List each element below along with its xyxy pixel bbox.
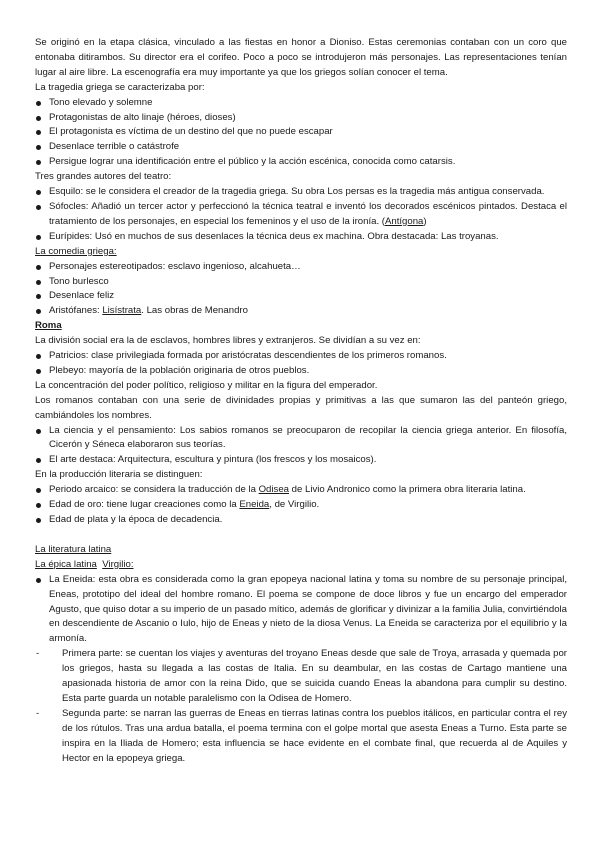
- intro-paragraph: Se originó en la etapa clásica, vinculado a las fiestas en honor a Dioniso. Estas ceremonias contaban con un coro que entonaba ditirambos. Su director era el corifeo. Poco a poco se introdujeron más personajes. Las representaciones tenían lugar al aire libre. La escenografía era muy importante ya que los griegos solían conocer el tema.: [35, 37, 567, 78]
- aristofanes-post: . Las obras de Menandro: [141, 305, 248, 317]
- comedia-heading: La comedia griega:: [35, 245, 117, 257]
- list-item: El arte destaca: Arquitectura, escultura y pintura (los frescos y los mosaicos).: [35, 453, 567, 468]
- oro-obra: Eneida: [239, 499, 270, 511]
- roma-heading: Roma: [35, 320, 62, 332]
- list-item: Plebeyo: mayoría de la población originaria de otros pueblos.: [35, 364, 567, 379]
- arcaico-post: de Livio Andronico como la primera obra literaria latina.: [289, 484, 526, 496]
- epica-line: [35, 558, 567, 573]
- epica-heading: La épica latina: [35, 558, 97, 570]
- roma-poder: La concentración del poder político, religioso y militar en la figura del emperador.: [35, 379, 378, 391]
- autor-euripides: Eurípides: Usó en muchos de sus desenlaces la técnica deus ex machina. Obra destacada: Las troyanas.: [35, 230, 567, 245]
- list-item: La ciencia y el pensamiento: Los sabios romanos se preocuparon de recopilar la ciencia griega anterior. En filosofía, Cicerón y Séneca elaboraron sus teorías.: [35, 424, 567, 454]
- eneida-item: La Eneida: esta obra es considerada como la gran epopeya nacional latina y toma su nombre de su personaje principal, Eneas, prototipo del ideal del hombre romano. El poema se compone de doce libros y fue un encargo del emperador Agusto, que quiso dotar a su imperio de un pasado mítico, además de glorificar y divinizar a la familia Julia, convirtiéndola en descendiente de Ascanio o Iulo, hijo de Eneas y nieto de la diosa Venus. La Eneida se caracteriza por el equilibrio y la armonía.: [35, 573, 567, 648]
- aristofanes-pre: Aristófanes:: [49, 305, 103, 317]
- parte-item: - Segunda parte: se narran las guerras de Eneas en tierras latinas contra los pueblos itálicos, en particular contra el rey de los rútulos. Tras una ardua batalla, el poema termina con el golpe mortal que asesta Eneas a Turno. Esta parte se inspira en la Iliada de Homero; esta influencia se hace evidente en el combate final, que recuerda al de Aquiles y Hector en la epopeya griega.: [35, 707, 567, 767]
- autor-esquilo: Esquilo: se le considera el creador de la tragedia griega. Su obra Los persas es la tragedia más antigua conservada.: [35, 185, 567, 200]
- list-item: Tono burlesco: [35, 275, 567, 290]
- list-item: El protagonista es víctima de un destino del que no puede escapar: [35, 125, 567, 140]
- list-item: Personajes estereotipados: esclavo ingenioso, alcahueta…: [35, 260, 567, 275]
- tragedia-lead: La tragedia griega se caracterizaba por:: [35, 81, 205, 93]
- roma-produccion: En la producción literaria se distinguen:: [35, 469, 203, 481]
- roma-dioses: Los romanos contaban con una serie de divinidades propias y primitivas a las que sumaron las del panteón griego, cambiándoles los nombres.: [35, 394, 567, 421]
- literatura-heading: La literatura latina: [35, 543, 112, 555]
- sofocles-obra: Antígona: [384, 215, 424, 227]
- arcaico-pre: Periodo arcaico: se considera la traducción de la: [49, 484, 259, 496]
- roma-cultura-list: [35, 424, 567, 469]
- oro-post: , de Virgilio.: [269, 499, 320, 511]
- parte-item: - Primera parte: se cuentan los viajes y aventuras del troyano Eneas desde que sale de Troya, arrasada y quemada por los griegos, hasta su llegada a las costas de Italia. En su deambular, en las costas de Cartago mantiene una apasionada historia de amor con la reina Dido, que se suicida cuando Eneas la abandona para cumplir su destino. Esta parte guarda un notable paralelismo con la Odisea de Homero.: [35, 647, 567, 707]
- sofocles-end: ): [423, 215, 427, 227]
- tragedia-list: [35, 96, 567, 171]
- autor-aristofanes: [35, 304, 567, 319]
- autores-list: [35, 185, 567, 245]
- comedia-list: [35, 260, 567, 320]
- sofocles-text: Sófocles: Añadió un tercer actor y perfeccionó la técnica teatral e inventó los decorados escénicos pintados. Destaca el tratamiento de los personajes, en especial los femeninos y el uso de la ironía. (: [49, 200, 567, 227]
- oro-pre: Edad de oro: tiene lugar creaciones como la: [49, 499, 240, 511]
- eneida-list: [35, 573, 567, 648]
- roma-periodos-list: [35, 483, 567, 528]
- periodo-plata: Edad de plata y la época de decadencia.: [35, 513, 567, 528]
- spacer: [35, 528, 567, 543]
- partes-list: [35, 647, 567, 766]
- autor-sofocles: [35, 200, 567, 230]
- document-body: [35, 36, 567, 767]
- list-item: Protagonistas de alto linaje (héroes, dioses): [35, 111, 567, 126]
- list-item: Desenlace terrible o catástrofe: [35, 140, 567, 155]
- list-item: Patricios: clase privilegiada formada por aristócratas descendientes de los primeros romanos.: [35, 349, 567, 364]
- roma-clases-list: [35, 349, 567, 379]
- list-item: Desenlace feliz: [35, 289, 567, 304]
- list-item: Tono elevado y solemne: [35, 96, 567, 111]
- periodo-oro: [35, 498, 567, 513]
- arcaico-obra: Odisea: [258, 484, 289, 496]
- autores-lead: Tres grandes autores del teatro:: [35, 171, 172, 183]
- list-item: Persigue lograr una identificación entre el público y la acción escénica, conocida como catarsis.: [35, 155, 567, 170]
- aristofanes-obra: Lisístrata: [102, 305, 142, 317]
- roma-division: La división social era la de esclavos, hombres libres y extranjeros. Se dividían a su vez en:: [35, 335, 421, 347]
- virgilio-heading: Virgilio:: [102, 558, 134, 570]
- periodo-arcaico: [35, 483, 567, 498]
